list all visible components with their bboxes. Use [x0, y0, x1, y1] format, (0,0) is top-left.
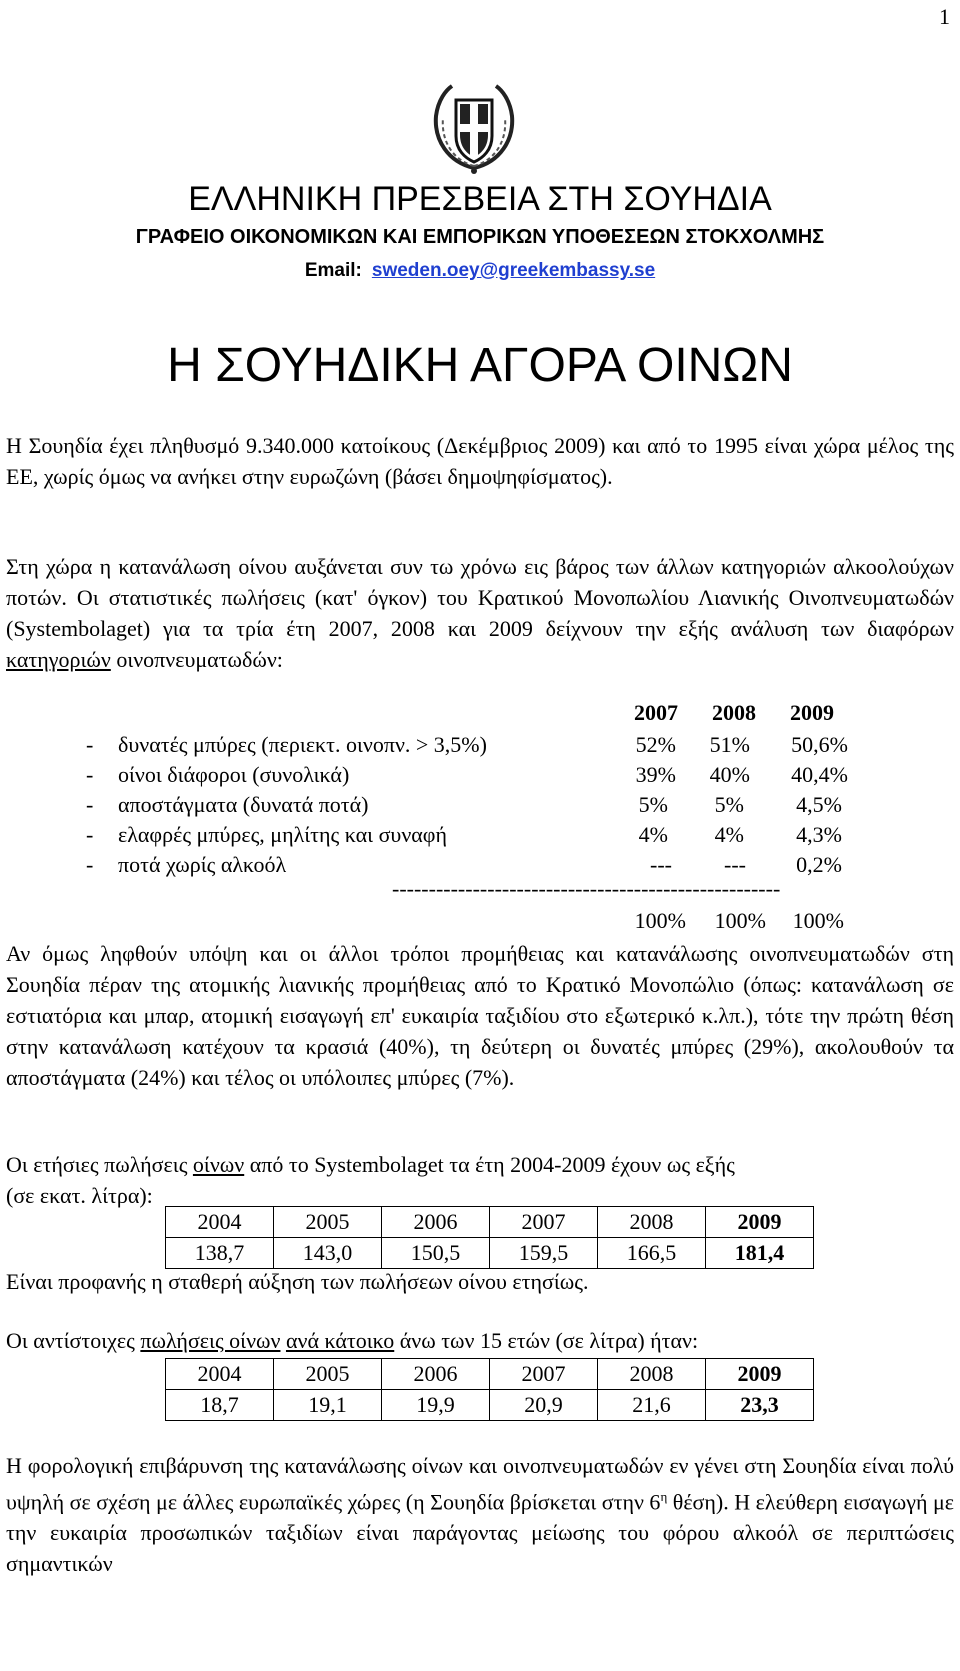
paragraph-population: Η Σουηδία έχει πληθυσμό 9.340.000 κατοίκους (Δεκέμβριος 2009) και από το 1995 είναι χώρα μέλος της ΕΕ, χωρίς όμως να ανήκει στην ευρωζώνη (βάσει δημοψηφίσματος). [6, 433, 954, 489]
table-cell: 159,5 [490, 1238, 598, 1269]
value-2009: 50,6% [791, 732, 848, 757]
annual-wine-sales-table [165, 1206, 814, 1269]
value-2008: --- [724, 852, 746, 877]
paragraph-other-channels: Αν όμως ληφθούν υπόψη και οι άλλοι τρόποι προμήθειας και κατανάλωσης οινοπνευματωδών στη Σουηδία πέραν της ατομικής λιανικής προμήθειας από το Κρατικό Μονοπώλιο (όπως: κατανάλωση σε εστιατόρια και μπαρ, ατομική εισαγωγή επ' ευκαιρία ταξιδίου στο εξωτερικό κ.λπ.), τότε την πρώτη θέση στην κατανάλωση κατέχουν τα κρασιά (40%), τη δεύτερη οι δυνατές μπύρες (29%), ακολουθούν τα αποστάγματα (24%) και τέλος οι υπόλοιπες μπύρες (7%). [6, 941, 954, 1090]
table-row-values [166, 1238, 814, 1269]
value-2009: 0,2% [796, 852, 842, 877]
row-label: οίνοι διάφοροι (συνολικά) [118, 762, 350, 787]
taxation-text-2: θέση). Η ελεύθερη εισαγωγή με την ευκαιρία προσωπικών ταξιδίων είναι παράγοντας μείωσης του φόρου αλκοόλ σε περιπτώσεις σημαντικών [6, 1489, 955, 1577]
table-cell: 23,3 [706, 1390, 814, 1421]
paragraph-consumption-end: οινοπνευματωδών: [116, 647, 283, 672]
document-title: Η ΣΟΥΗΔΙΚΗ ΑΓΟΡΑ ΟΙΝΩΝ [167, 339, 793, 392]
value-2009: 4,5% [796, 792, 842, 817]
value-2008: 4% [714, 822, 744, 847]
row-label: δυνατές μπύρες (περιεκτ. οινοπν. > 3,5%) [118, 732, 487, 757]
paragraph-consumption-text: Στη χώρα η κατανάλωση οίνου αυξάνεται συν τω χρόνω εις βάρος των άλλων κατηγοριών αλκοολούχων ποτών. Οι στατιστικές πωλήσεις (κατ' όγκον) του Κρατικού Μονοπωλίου Λιανικής Οινοπνευματωδών (Systembolaget) για τα τρία έτη 2007, 2008 και 2009 δείχνουν την εξής ανάλυση των διαφόρων [6, 554, 954, 641]
table-cell: 19,1 [274, 1390, 382, 1421]
value-2008: 40% [709, 762, 750, 787]
page-number: 1 [939, 4, 950, 29]
table-cell: 2004 [166, 1359, 274, 1390]
per-capita-text: Οι αντίστοιχες [6, 1328, 135, 1353]
row-dash: - [86, 822, 94, 847]
paragraph-consumption [6, 551, 954, 675]
table-cell: 150,5 [382, 1238, 490, 1269]
categories-underlined: κατηγοριών [6, 647, 111, 672]
table-cell: 2005 [274, 1207, 382, 1238]
per-capita-intro [6, 1328, 698, 1354]
row-dash: - [86, 732, 94, 757]
annual-sales-text: Οι ετήσιες πωλήσεις [6, 1152, 188, 1177]
table-cell: 21,6 [598, 1390, 706, 1421]
table-cell: 2007 [490, 1359, 598, 1390]
annual-sales-intro [6, 1152, 954, 1178]
email-line [0, 260, 960, 282]
greek-coat-of-arms-emblem [428, 78, 520, 176]
value-2007: 5% [638, 792, 668, 817]
table-cell: 143,0 [274, 1238, 382, 1269]
table-row-years [166, 1359, 814, 1390]
value-2008: 5% [714, 792, 744, 817]
email-link[interactable]: sweden.oey@greekembassy.se [371, 260, 656, 281]
table-cell: 2006 [382, 1207, 490, 1238]
value-2007: 52% [635, 732, 676, 757]
ordinal-superscript: η [660, 1489, 668, 1504]
table-cell: 20,9 [490, 1390, 598, 1421]
year-header-2007: 2007 [634, 700, 678, 725]
table-cell: 2004 [166, 1207, 274, 1238]
row-label: αποστάγματα (δυνατά ποτά) [118, 792, 369, 817]
per-capita-wine-sales-table [165, 1358, 814, 1421]
year-header-2009: 2009 [790, 700, 834, 725]
table-cell: 138,7 [166, 1238, 274, 1269]
wines-underlined: οίνων [192, 1152, 245, 1177]
steady-growth-note: Είναι προφανής η σταθερή αύξηση των πωλήσεων οίνου ετησίως. [6, 1269, 589, 1294]
total-2009: 100% [792, 908, 844, 933]
office-heading: ΓΡΑΦΕΙΟ ΟΙΚΟΝΟΜΙΚΩΝ ΚΑΙ ΕΜΠΟΡΙΚΩΝ ΥΠΟΘΕΣΕΩΝ ΣΤΟΚΧΟΛΜΗΣ [135, 226, 825, 248]
embassy-heading: ΕΛΛΗΝΙΚΗ ΠΡΕΣΒΕΙΑ ΣΤΗ ΣΟΥΗΔΙΑ [188, 180, 772, 218]
table-cell: 2009 [706, 1207, 814, 1238]
table-cell: 18,7 [166, 1390, 274, 1421]
table-cell: 181,4 [706, 1238, 814, 1269]
row-dash: - [86, 852, 94, 877]
total-2007: 100% [634, 908, 686, 933]
table-row-years [166, 1207, 814, 1238]
value-2007: 4% [638, 822, 668, 847]
email-label: Email: [304, 260, 362, 281]
table-cell: 2009 [706, 1359, 814, 1390]
value-2009: 40,4% [791, 762, 848, 787]
per-capita-text-2: άνω των 15 ετών (σε λίτρα) ήταν: [399, 1328, 699, 1353]
value-2009: 4,3% [796, 822, 842, 847]
year-header-2008: 2008 [712, 700, 756, 725]
table-cell: 19,9 [382, 1390, 490, 1421]
annual-sales-text-2: από το Systembolaget τα έτη 2004-2009 έχουν ως εξής [249, 1152, 735, 1177]
row-label: ελαφρές μπύρες, μηλίτης και συναφή [118, 822, 447, 847]
row-dash: - [86, 792, 94, 817]
taxation-text: Η φορολογική επιβάρυνση της κατανάλωσης οίνων και οινοπνευματωδών εν γένει στη Σουηδία είναι πολύ υψηλή σε σχέση με άλλες ευρωπαϊκές χώρες (η Σουηδία βρίσκεται στην 6 [6, 1453, 954, 1515]
row-label: ποτά χωρίς αλκοόλ [118, 852, 287, 877]
total-2008: 100% [714, 908, 766, 933]
wine-sales-underlined: πωλήσεις οίνων [140, 1328, 281, 1353]
row-dash: - [86, 762, 94, 787]
table-cell: 2008 [598, 1207, 706, 1238]
totals-separator: ----------------------------------------------------- [392, 876, 781, 901]
per-capita-underlined: ανά κάτοικο [285, 1328, 395, 1353]
table-cell: 2005 [274, 1359, 382, 1390]
table-row-values [166, 1390, 814, 1421]
table-cell: 2007 [490, 1207, 598, 1238]
annual-sales-unit: (σε εκατ. λίτρα): [6, 1183, 153, 1208]
table-cell: 2006 [382, 1359, 490, 1390]
value-2008: 51% [709, 732, 750, 757]
table-cell: 2008 [598, 1359, 706, 1390]
paragraph-taxation [6, 1450, 954, 1579]
value-2007: --- [650, 852, 672, 877]
value-2007: 39% [635, 762, 676, 787]
table-cell: 166,5 [598, 1238, 706, 1269]
